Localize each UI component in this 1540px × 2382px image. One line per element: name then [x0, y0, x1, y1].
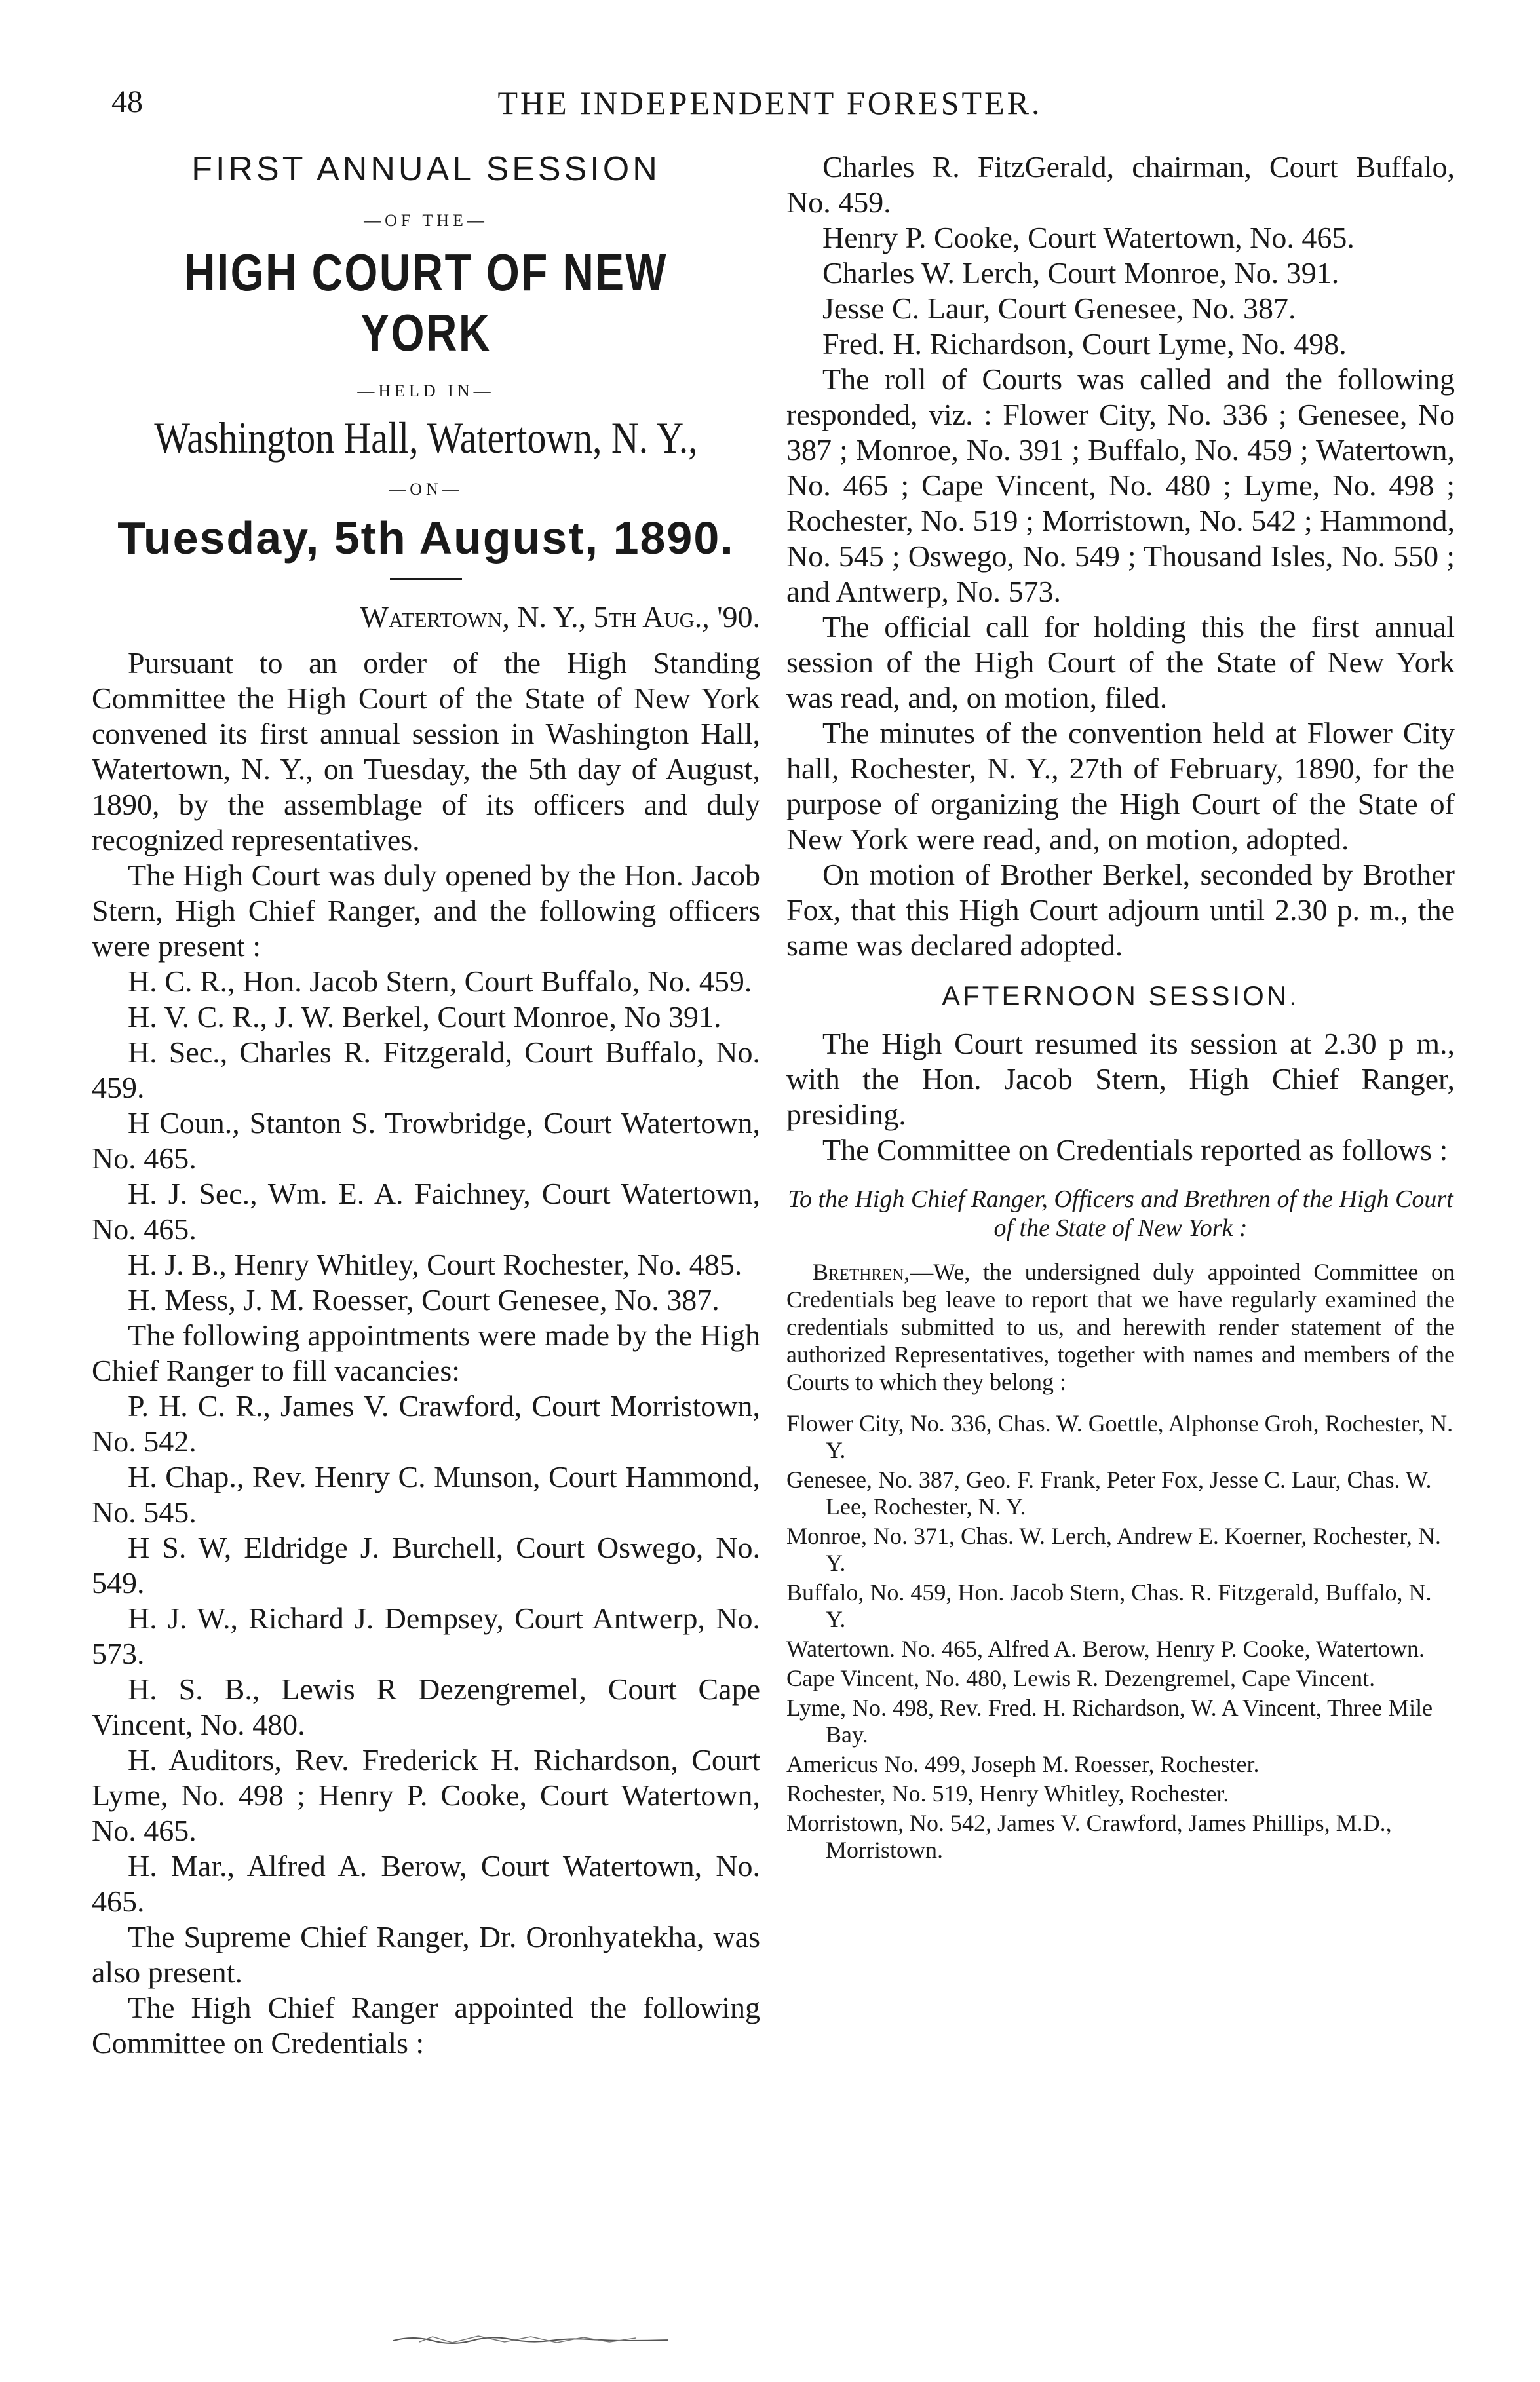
officer-entry: H. V. C. R., J. W. Berkel, Court Monroe, No 391.	[128, 1000, 722, 1033]
list-item: Flower City, No. 336, Chas. W. Goettle, Alphonse Groh, Rochester, N. Y.	[786, 1410, 1453, 1463]
left-column	[92, 149, 760, 2061]
heading-rule	[390, 578, 462, 580]
committee-member: Charles W. Lerch, Court Monroe, No. 391.	[822, 256, 1339, 290]
appointment-entry: H S. W, Eldridge J. Burchell, Court Oswego, No. 549.	[92, 1531, 760, 1600]
footer-ornament	[393, 2333, 668, 2346]
list-item: Monroe, No. 371, Chas. W. Lerch, Andrew E. Koerner, Rochester, N. Y.	[786, 1523, 1441, 1576]
paragraph: The High Chief Ranger appointed the following Committee on Credentials :	[92, 1991, 760, 2060]
appointment-entry: H. Auditors, Rev. Frederick H. Richardson, Court Lyme, No. 498 ; Henry P. Cooke, Court Watertown, No. 465.	[92, 1743, 760, 1847]
officer-entry: H. Sec., Charles R. Fitzgerald, Court Buffalo, No. 459.	[92, 1035, 760, 1104]
officer-entry: H. C. R., Hon. Jacob Stern, Court Buffalo, No. 459.	[128, 965, 752, 998]
paragraph: The official call for holding this the first annual session of the High Court of the State of New York was read, and, on motion, filed.	[786, 610, 1455, 714]
list-item: Buffalo, No. 459, Hon. Jacob Stern, Chas. R. Fitzgerald, Buffalo, N. Y.	[786, 1579, 1432, 1632]
list-item: Genesee, No. 387, Geo. F. Frank, Peter Fox, Jesse C. Laur, Chas. W. Lee, Rochester, N. Y.	[786, 1467, 1432, 1520]
paragraph: The roll of Courts was called and the following responded, viz. : Flower City, No. 336 ; Genesee, No 387 ; Monroe, No. 391 ; Buffalo, No. 459 ; Watertown, No. 465 ; Cape Vincent, No. 480 ; Lyme, No. 498 ; Rochester, No. 519 ; Morristown, No. 542 ; Hammond, No. 545 ; Oswego, No. 549 ; Thousand Isles, No. 550 ; and Antwerp, No. 573.	[786, 362, 1455, 608]
page-number: 48	[111, 85, 143, 119]
dateline: Watertown, N. Y., 5th Aug., '90.	[360, 600, 760, 634]
appointment-entry: H. Mar., Alfred A. Berow, Court Watertown, No. 465.	[92, 1849, 760, 1918]
committee-member: Jesse C. Laur, Court Genesee, No. 387.	[822, 292, 1296, 325]
officer-entry: H. J. B., Henry Whitley, Court Rochester, No. 485.	[128, 1248, 742, 1281]
list-item: Rochester, No. 519, Henry Whitley, Rochester.	[786, 1780, 1229, 1807]
representatives-list	[786, 1410, 1455, 1864]
officer-entry: H Coun., Stanton S. Trowbridge, Court Watertown, No. 465.	[92, 1106, 760, 1175]
appointment-entry: H. Chap., Rev. Henry C. Munson, Court Hammond, No. 545.	[92, 1460, 760, 1529]
heading-high-court: HIGH COURT OF NEW YORK	[184, 243, 668, 362]
paragraph: The High Court was duly opened by the Hon. Jacob Stern, High Chief Ranger, and the following officers were present :	[92, 858, 760, 963]
brethren-lead: Brethren,	[813, 1259, 910, 1285]
brethren-text: —We, the undersigned duly appointed Committee on Credentials beg leave to report that we have regularly examined the credentials submitted to us, and herewith render statement of the authorized Representatives, together with names and members of the Courts to which they belong :	[786, 1259, 1455, 1395]
list-item: Americus No. 499, Joseph M. Roesser, Rochester.	[786, 1751, 1260, 1777]
list-item: Morristown, No. 542, James V. Crawford, James Phillips, M.D., Morristown.	[786, 1810, 1392, 1863]
committee-member: Henry P. Cooke, Court Watertown, No. 465.	[822, 221, 1355, 254]
heading-first-annual-session: FIRST ANNUAL SESSION	[191, 150, 661, 188]
list-item: Watertown. No. 465, Alfred A. Berow, Henry P. Cooke, Watertown.	[786, 1636, 1425, 1662]
heading-location: Washington Hall, Watertown, N. Y.,	[154, 413, 698, 463]
list-item: Cape Vincent, No. 480, Lewis R. Dezengremel, Cape Vincent.	[786, 1665, 1376, 1691]
paragraph: The Committee on Credentials reported as follows :	[822, 1133, 1448, 1166]
running-title: THE INDEPENDENT FORESTER.	[497, 85, 1043, 121]
report-addressee: To the High Chief Ranger, Officers and Brethren of the High Court of the State of New York :	[788, 1185, 1453, 1242]
paragraph: On motion of Brother Berkel, seconded by Brother Fox, that this High Court adjourn until 2.30 p. m., the same was declared adopted.	[786, 858, 1455, 962]
report-body	[786, 1258, 1455, 1396]
appointment-entry: H. J. W., Richard J. Dempsey, Court Antwerp, No. 573.	[92, 1602, 760, 1670]
officer-entry: H. J. Sec., Wm. E. A. Faichney, Court Watertown, No. 465.	[92, 1177, 760, 1246]
heading-held-in: —HELD IN—	[357, 381, 495, 400]
afternoon-session-heading: AFTERNOON SESSION.	[942, 980, 1299, 1011]
list-item: Lyme, No. 498, Rev. Fred. H. Richardson, W. A Vincent, Three Mile Bay.	[786, 1695, 1433, 1748]
committee-member: Charles R. FitzGerald, chairman, Court Buffalo, No. 459.	[786, 150, 1455, 219]
heading-date: Tuesday, 5th August, 1890.	[117, 512, 735, 564]
paragraph: The following appointments were made by the High Chief Ranger to fill vacancies:	[92, 1318, 760, 1387]
paragraph: The Supreme Chief Ranger, Dr. Oronhyatekha, was also present.	[92, 1920, 760, 1989]
officer-entry: H. Mess, J. M. Roesser, Court Genesee, No. 387.	[128, 1283, 720, 1316]
paragraph: The minutes of the convention held at Flower City hall, Rochester, N. Y., 27th of February, 1890, for the purpose of organizing the High Court of the State of New York were read, and, on motion, adopted.	[786, 716, 1455, 856]
heading-on: —ON—	[389, 480, 463, 499]
committee-member: Fred. H. Richardson, Court Lyme, No. 498.	[822, 327, 1347, 360]
paragraph: The High Court resumed its session at 2.30 p m., with the Hon. Jacob Stern, High Chief Ranger, presiding.	[786, 1027, 1455, 1131]
paragraph: Pursuant to an order of the High Standing Committee the High Court of the State of New York convened its first annual session in Washington Hall, Watertown, N. Y., on Tuesday, the 5th day of August, 1890, by the assemblage of its officers and duly recognized representatives.	[92, 646, 760, 856]
page-header	[85, 84, 1455, 136]
appointment-entry: H. S. B., Lewis R Dezengremel, Court Cape Vincent, No. 480.	[92, 1672, 760, 1741]
appointment-entry: P. H. C. R., James V. Crawford, Court Morristown, No. 542.	[92, 1389, 760, 1458]
right-column	[786, 149, 1455, 1864]
heading-of-the: —OF THE—	[364, 211, 488, 230]
